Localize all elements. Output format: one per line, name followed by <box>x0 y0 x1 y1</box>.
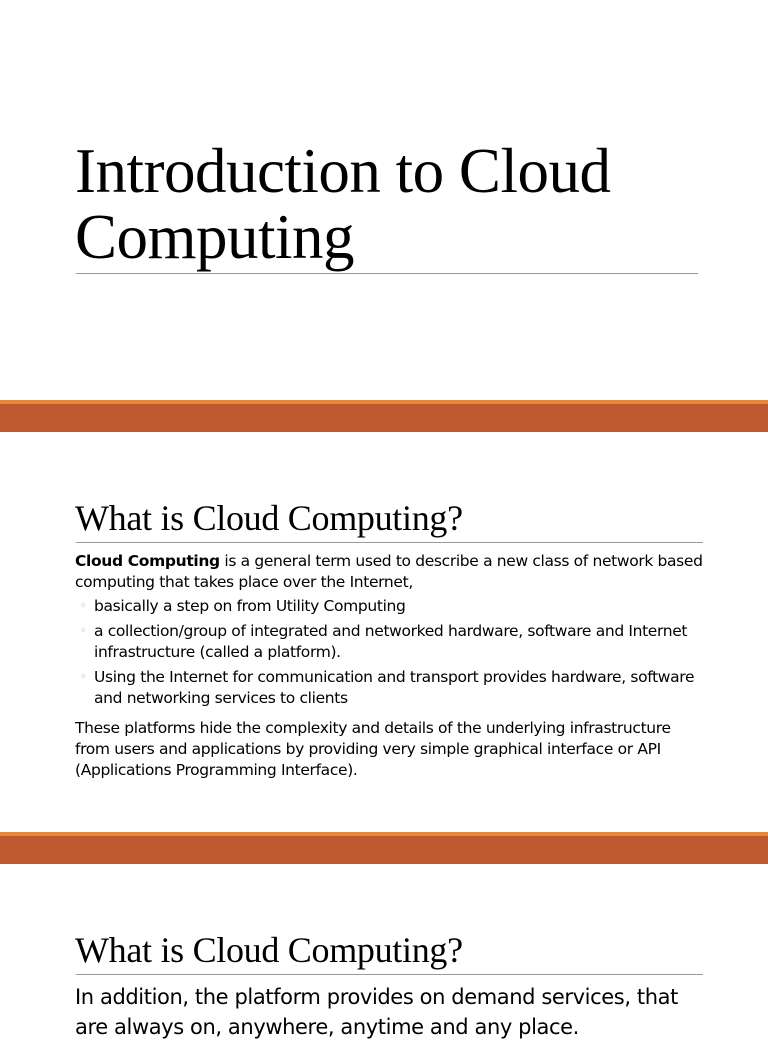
title-underline <box>76 273 698 274</box>
intro-paragraph <box>75 551 705 593</box>
list-item-text: basically a step on from Utility Computing <box>94 597 406 615</box>
title-slide <box>0 0 768 400</box>
slide-title: What is Cloud Computing? <box>75 498 463 538</box>
intro-bold-term: Cloud Computing <box>75 552 220 570</box>
slide-divider-band <box>0 832 768 864</box>
closing-paragraph: These platforms hide the complexity and details of the underlying infrastructure from users and applications by providing very simple graphical interface or API (Applications Programming Interface). <box>75 719 671 779</box>
hollow-circle-bullet-icon: ◦ <box>80 599 87 612</box>
slide-body <box>75 551 705 781</box>
slide-title: What is Cloud Computing? <box>75 930 463 970</box>
slide-divider-accent <box>0 832 768 836</box>
list-item-text: Using the Internet for communication and transport provides hardware, software and networking services to clients <box>94 668 695 707</box>
intro-text: is a general term used to describe a new class of network based computing that takes place over the Internet, <box>75 552 703 591</box>
list-item-text: a collection/group of integrated and networked hardware, software and Internet infrastructure (called a platform). <box>94 622 688 661</box>
hollow-circle-bullet-icon: ◦ <box>80 624 87 637</box>
slide-divider-accent <box>0 400 768 404</box>
presentation-title: Introduction to Cloud Computing <box>75 136 611 272</box>
hollow-circle-bullet-icon: ◦ <box>80 670 87 683</box>
slide-divider-band <box>0 400 768 432</box>
slide-body-text: In addition, the platform provides on demand services, that are always on, anywhere, anytime and any place. <box>75 985 678 1039</box>
bullet-list <box>75 596 705 709</box>
list-item <box>75 667 705 709</box>
title-underline <box>76 974 703 975</box>
list-item <box>75 596 705 617</box>
content-slide-1 <box>0 432 768 832</box>
content-slide-2 <box>0 864 768 1039</box>
title-underline <box>76 542 703 543</box>
list-item <box>75 621 705 663</box>
